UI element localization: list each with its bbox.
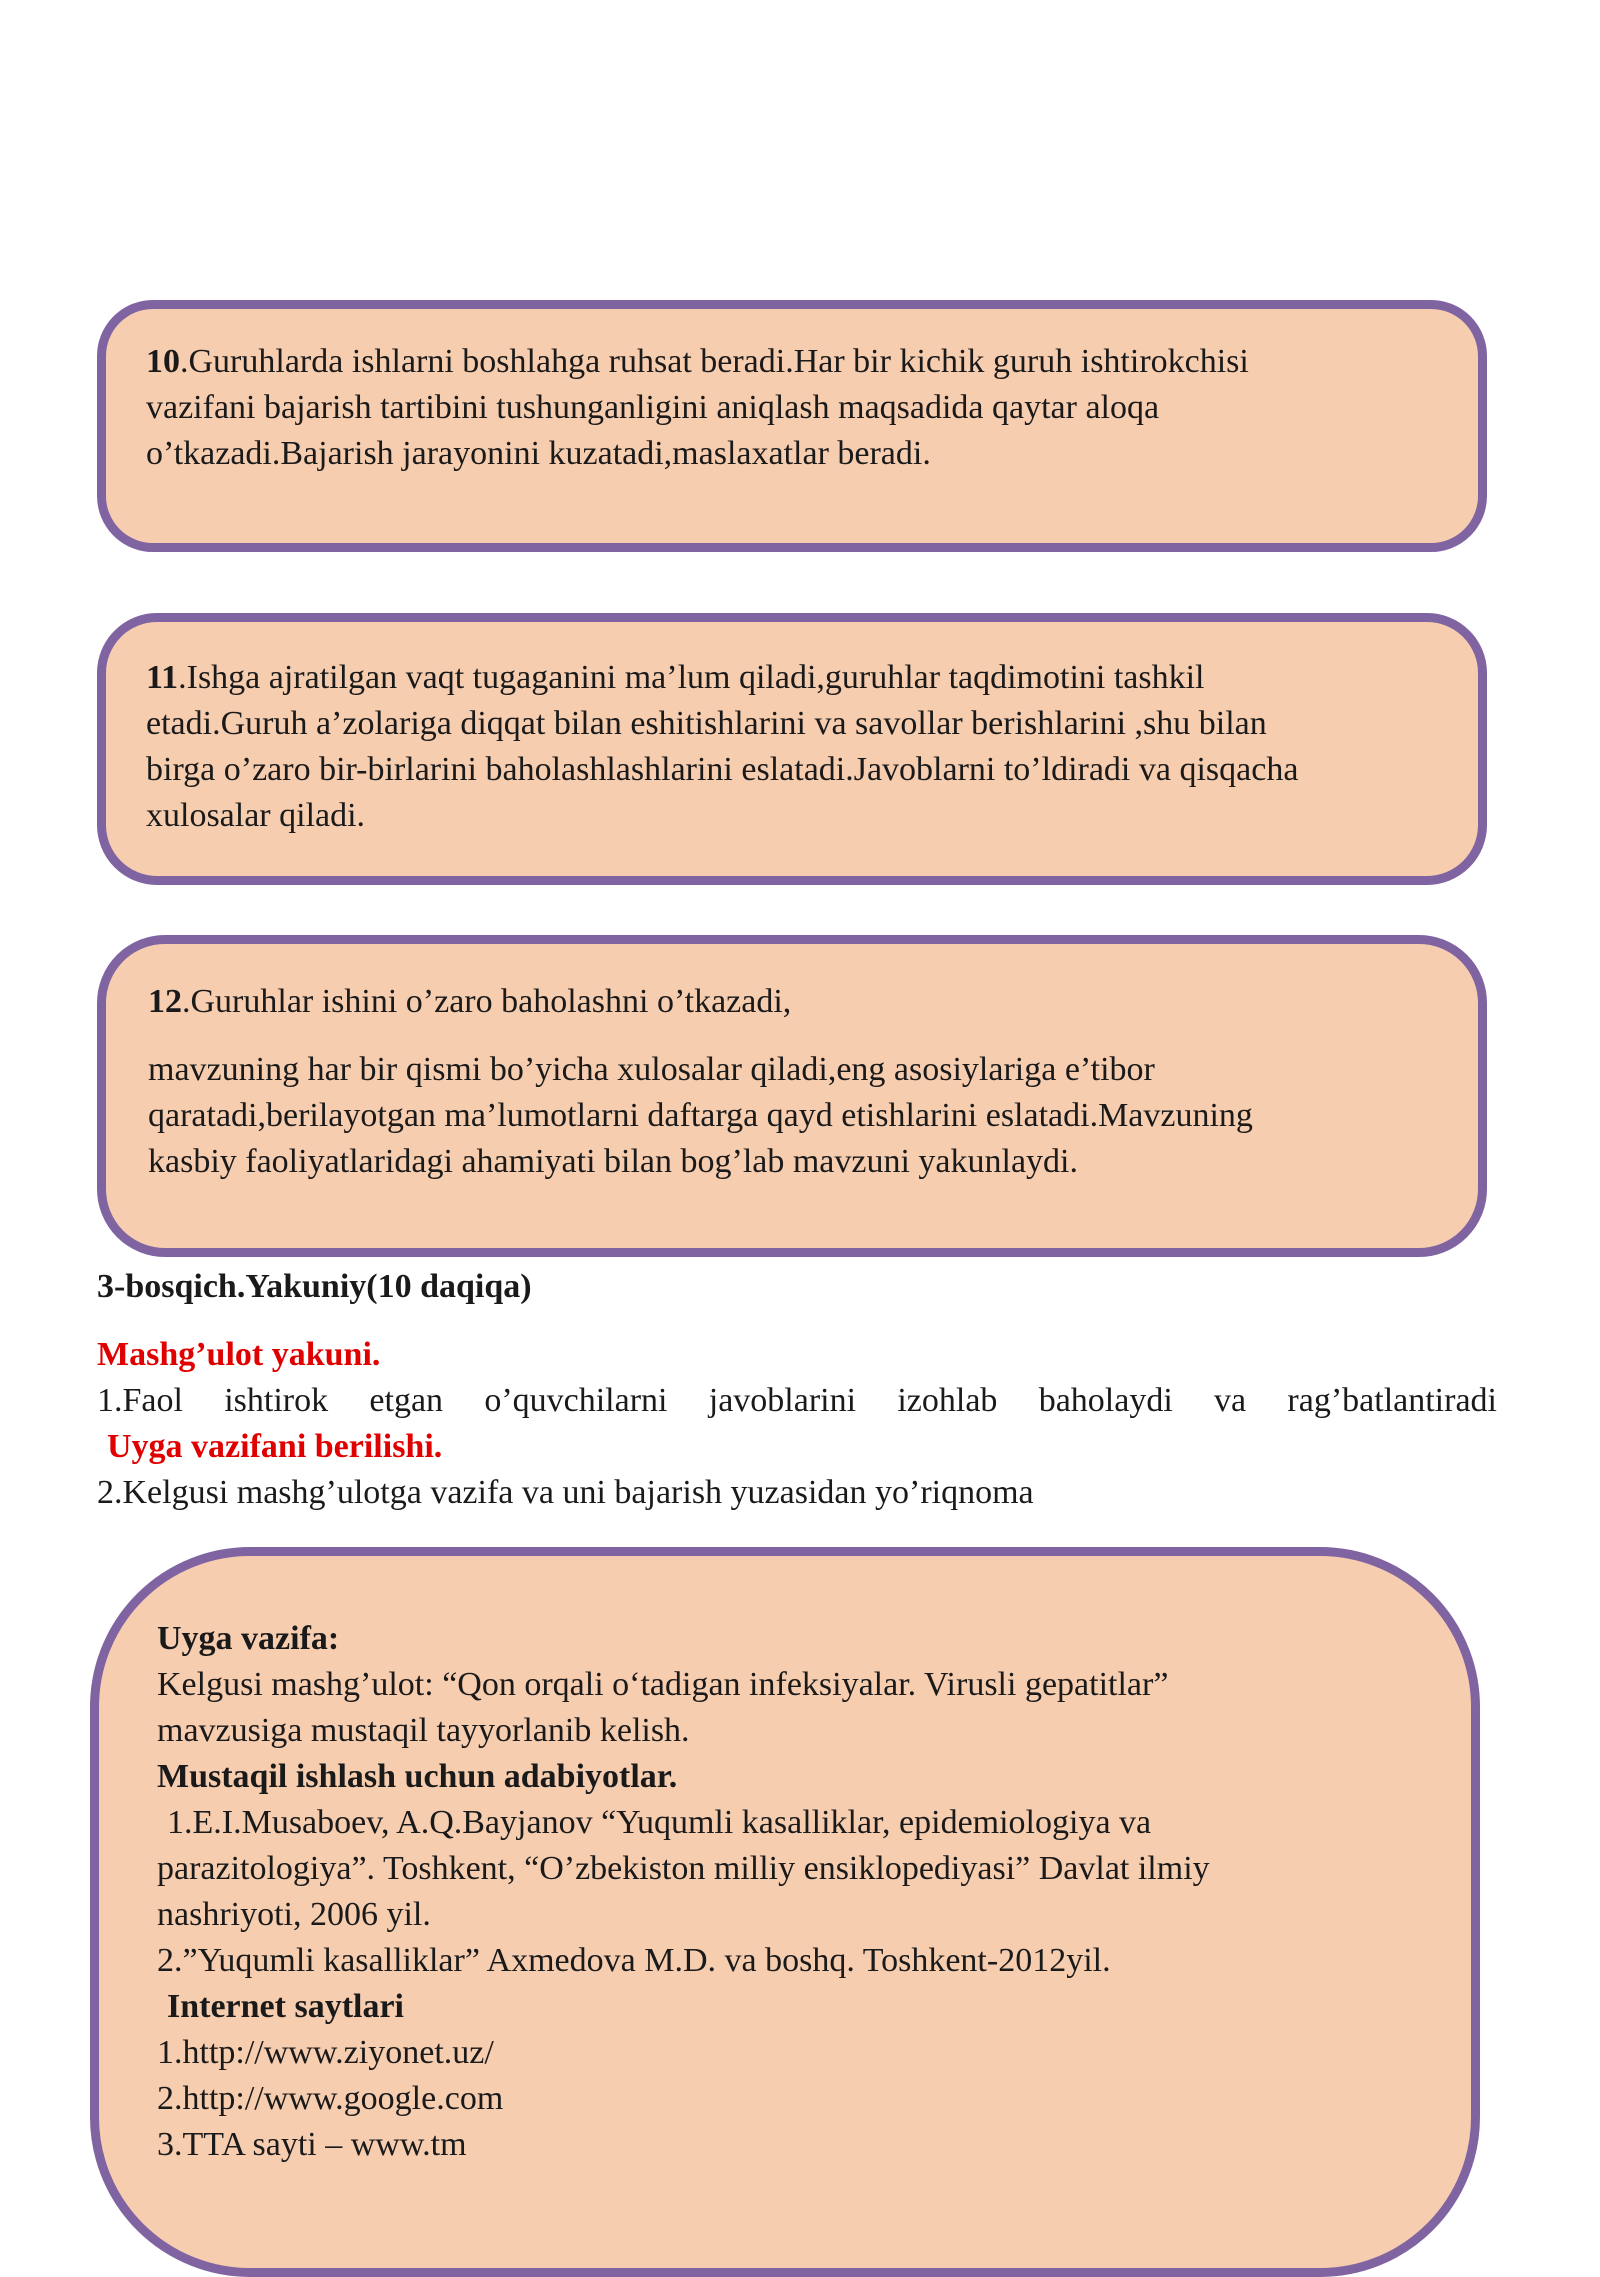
step-10-line-2: vazifani bajarish tartibini tushunganligini aniqlash maqsadida qaytar aloqa	[146, 389, 1160, 426]
homework-box	[90, 1547, 1480, 2277]
summary-item-1: 1.Faol ishtirok etgan o’quvchilarni javoblarini izohlab baholaydi va rag’batlantiradi	[97, 1382, 1497, 1419]
step-number: 12	[148, 983, 182, 1020]
step-11-line-4: xulosalar qiladi.	[146, 797, 366, 834]
step-number: 10	[146, 343, 180, 380]
literature-heading: Mustaqil ishlash uchun adabiyotlar.	[157, 1758, 678, 1795]
step-11-box	[97, 613, 1487, 885]
homework-heading: Uyga vazifa:	[157, 1620, 340, 1657]
step-12-box	[97, 935, 1487, 1257]
step-11-line-1: 11.Ishga ajratilgan vaqt tugaganini ma’lum qiladi,guruhlar taqdimotini tashkil	[146, 659, 1205, 696]
site-link-2: 2.http://www.google.com	[157, 2080, 504, 2117]
homework-assign-heading: Uyga vazifani berilishi.	[107, 1428, 443, 1465]
step-12-line-2: qaratadi,berilayotgan ma’lumotlarni daftarga qayd etishlarini eslatadi.Mavzuning	[148, 1097, 1253, 1134]
step-12-line-1: mavzuning har bir qismi bo’yicha xulosalar qiladi,eng asosiylariga e’tibor	[148, 1051, 1155, 1088]
site-link-3: 3.TTA sayti – www.tm	[157, 2126, 467, 2163]
stage-title: 3-bosqich.Yakuniy(10 daqiqa)	[97, 1268, 532, 1305]
stage-3-section	[97, 1264, 1497, 1516]
step-10-line-1: 10.Guruhlarda ishlarni boshlahga ruhsat beradi.Har bir kichik guruh ishtirokchisi	[146, 343, 1249, 380]
step-10-line-3: o’tkazadi.Bajarish jarayonini kuzatadi,maslaxatlar beradi.	[146, 435, 931, 472]
summary-heading: Mashg’ulot yakuni.	[97, 1336, 381, 1373]
next-lesson-line-2: mavzusiga mustaqil tayyorlanib kelish.	[157, 1712, 690, 1749]
site-link-1: 1.http://www.ziyonet.uz/	[157, 2034, 494, 2071]
step-11-line-3: birga o’zaro bir-birlarini baholashlashlarini eslatadi.Javoblarni to’ldiradi va qisqacha	[146, 751, 1299, 788]
literature-item-1-line-3: nashriyoti, 2006 yil.	[157, 1896, 431, 1933]
internet-heading: Internet saytlari	[167, 1988, 405, 2025]
step-number: 11	[146, 659, 179, 696]
step-10-box	[97, 300, 1487, 552]
literature-item-2: 2.”Yuqumli kasalliklar” Axmedova M.D. va boshq. Toshkent-2012yil.	[157, 1942, 1111, 1979]
next-lesson-line-1: Kelgusi mashg’ulot: “Qon orqali o‘tadigan infeksiyalar. Virusli gepatitlar”	[157, 1666, 1169, 1703]
summary-item-2: 2.Kelgusi mashg’ulotga vazifa va uni bajarish yuzasidan yo’riqnoma	[97, 1474, 1034, 1511]
step-11-line-2: etadi.Guruh a’zolariga diqqat bilan eshitishlarini va savollar berishlarini ,shu bilan	[146, 705, 1267, 742]
literature-item-1-line-2: parazitologiya”. Toshkent, “O’zbekiston milliy ensiklopediyasi” Davlat ilmiy	[157, 1850, 1210, 1887]
literature-item-1-line-1: 1.E.I.Musaboev, A.Q.Bayjanov “Yuqumli kasalliklar, epidemiologiya va	[167, 1804, 1152, 1841]
step-12-line-3: kasbiy faoliyatlaridagi ahamiyati bilan bog’lab mavzuni yakunlaydi.	[148, 1143, 1079, 1180]
step-12-first-line: 12.Guruhlar ishini o’zaro baholashni o’tkazadi,	[148, 983, 792, 1020]
